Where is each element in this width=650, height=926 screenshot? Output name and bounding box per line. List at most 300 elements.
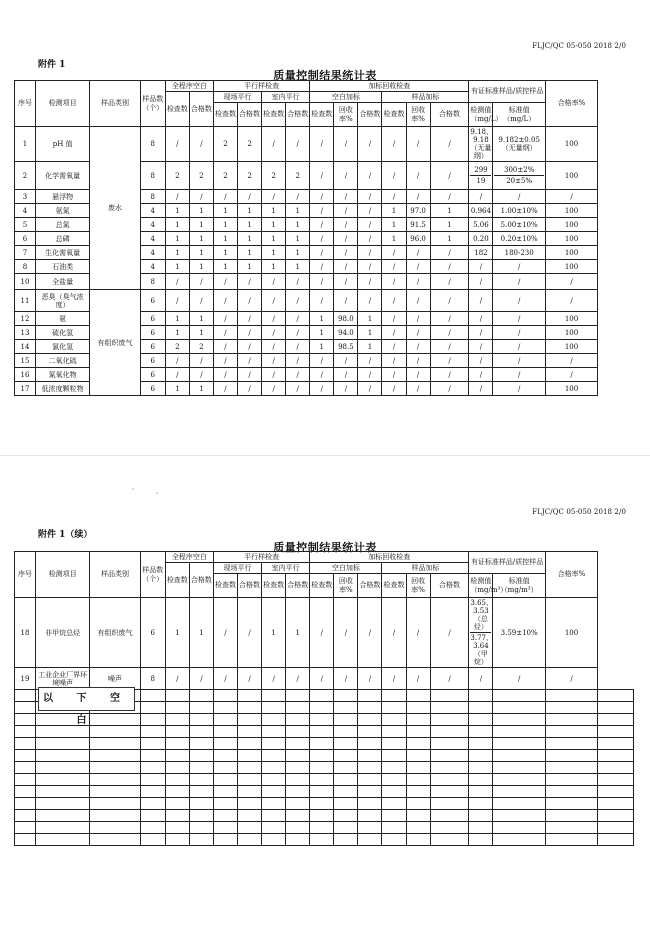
row-value: / [238, 382, 262, 396]
row-value: / [430, 354, 469, 368]
row-value: / [165, 368, 189, 382]
empty-cell [406, 798, 430, 810]
header-parallel: 平行样检查 [213, 81, 309, 92]
empty-cell [90, 822, 140, 834]
row-pass-rate: 100 [545, 340, 597, 354]
empty-cell [469, 762, 493, 774]
row-value: / [382, 246, 406, 260]
row-value: / [213, 368, 237, 382]
empty-cell [469, 702, 493, 714]
row-value: / [213, 290, 237, 312]
row-value: / [165, 354, 189, 368]
row-value: / [358, 162, 382, 190]
empty-cell [310, 750, 334, 762]
empty-cell [334, 822, 358, 834]
empty-cell [334, 726, 358, 738]
row-value: 1 [430, 204, 469, 218]
row-value: / [334, 274, 358, 290]
header-pass-count: 合格数 [358, 574, 382, 598]
empty-cell [213, 750, 237, 762]
empty-cell [189, 834, 213, 846]
empty-cell [15, 822, 36, 834]
row-measured-value: / [479, 296, 483, 305]
empty-cell [382, 810, 406, 822]
empty-cell [90, 834, 140, 846]
empty-cell [382, 702, 406, 714]
row-value: / [238, 312, 262, 326]
empty-row [15, 774, 634, 786]
row-value: / [238, 274, 262, 290]
empty-cell [15, 714, 36, 726]
empty-cell [286, 714, 310, 726]
row-item: 总氮 [35, 218, 89, 232]
empty-cell [469, 786, 493, 798]
row-value: / [430, 127, 469, 162]
row-value: / [358, 382, 382, 396]
row-value: / [165, 290, 189, 312]
table-row [15, 290, 634, 312]
empty-cell [598, 738, 634, 750]
header-lab-parallel: 室内平行 [262, 563, 310, 574]
row-standard [493, 340, 545, 354]
empty-cell [469, 834, 493, 846]
empty-cell [358, 738, 382, 750]
empty-cell [35, 774, 89, 786]
row-sample-count: 6 [140, 326, 165, 340]
row-value: 97.0 [406, 204, 430, 218]
row-item: 氮氧化物 [35, 368, 89, 382]
row-value: 2 [213, 162, 237, 190]
row-value: 1 [213, 260, 237, 274]
empty-cell [469, 714, 493, 726]
row-value: 1 [189, 260, 213, 274]
row-measured [469, 274, 493, 290]
row-value: 1 [165, 204, 189, 218]
empty-cell [545, 774, 597, 786]
row-value: / [334, 290, 358, 312]
row-value: 1 [165, 598, 189, 668]
row-value: / [189, 290, 213, 312]
row-value: 1 [189, 218, 213, 232]
row-item: 硫化氢 [35, 326, 89, 340]
row-value: 1 [310, 326, 334, 340]
row-value: / [358, 274, 382, 290]
row-value: 1 [382, 218, 406, 232]
header-crm: 有证标准样品/质控样品 [469, 552, 545, 574]
empty-row [15, 798, 634, 810]
row-value: / [382, 127, 406, 162]
row-standard-value: 0.20±10% [500, 234, 538, 243]
row-value: 1 [310, 340, 334, 354]
empty-cell [469, 810, 493, 822]
table-title: 质量控制结果统计表 [273, 69, 377, 82]
header-spike: 加标回收检查 [310, 552, 469, 563]
row-seq: 16 [15, 368, 36, 382]
row-value: / [334, 204, 358, 218]
empty-cell [430, 810, 469, 822]
row-standard-value: 1.00±10% [500, 206, 538, 215]
row-pass-rate: 100 [545, 246, 597, 260]
row-value: / [334, 382, 358, 396]
page-2 [0, 470, 650, 926]
empty-cell [310, 726, 334, 738]
empty-cell [430, 822, 469, 834]
empty-cell [262, 714, 286, 726]
empty-cell [545, 786, 597, 798]
header-recovery: 回收率% [406, 103, 430, 127]
empty-cell [334, 750, 358, 762]
row-sample-count: 6 [140, 290, 165, 312]
row-pass-rate: 100 [545, 127, 597, 162]
row-category: 噪声 [90, 668, 140, 690]
empty-cell [262, 750, 286, 762]
empty-cell [334, 774, 358, 786]
row-value: / [262, 382, 286, 396]
row-sample-count: 6 [140, 312, 165, 326]
row-value: / [238, 354, 262, 368]
empty-cell [140, 822, 165, 834]
empty-cell [140, 714, 165, 726]
row-standard [493, 668, 545, 690]
row-value: 1 [286, 204, 310, 218]
row-value: / [213, 382, 237, 396]
row-standard-value: / [517, 277, 521, 286]
row-value: 1 [238, 246, 262, 260]
row-value: / [382, 274, 406, 290]
empty-cell [165, 834, 189, 846]
empty-cell [598, 750, 634, 762]
row-value: 1 [358, 312, 382, 326]
empty-cell [165, 822, 189, 834]
row-standard-value: 180-230 [504, 248, 534, 257]
row-measured [469, 190, 493, 204]
row-seq: 17 [15, 382, 36, 396]
row-sample-count: 8 [140, 162, 165, 190]
row-standard-value: / [517, 356, 521, 365]
empty-cell [469, 690, 493, 702]
empty-cell [262, 810, 286, 822]
row-value: 1 [189, 326, 213, 340]
row-value: / [334, 668, 358, 690]
empty-cell [286, 774, 310, 786]
header-pass-count: 合格数 [238, 103, 262, 127]
header-lab-parallel: 室内平行 [262, 92, 310, 103]
row-value: / [189, 354, 213, 368]
empty-cell [358, 786, 382, 798]
row-pass-rate: / [545, 668, 597, 690]
row-value: 1 [213, 246, 237, 260]
empty-cell [90, 762, 140, 774]
empty-cell [310, 834, 334, 846]
row-value: 1 [189, 598, 213, 668]
empty-cell [598, 822, 634, 834]
row-seq: 18 [15, 598, 36, 668]
row-pass-rate: / [545, 354, 597, 368]
empty-cell [598, 798, 634, 810]
row-value: / [310, 598, 334, 668]
empty-cell [262, 690, 286, 702]
row-value: / [406, 354, 430, 368]
empty-cell [334, 762, 358, 774]
header-check-count: 检查数 [213, 574, 237, 598]
row-item: pH 值 [35, 127, 89, 162]
empty-cell [213, 690, 237, 702]
row-value: 1 [238, 232, 262, 246]
empty-cell [358, 702, 382, 714]
empty-cell [238, 702, 262, 714]
header-pass-count: 合格数 [286, 574, 310, 598]
empty-cell [286, 702, 310, 714]
row-value: / [334, 190, 358, 204]
row-seq: 11 [15, 290, 36, 312]
row-measured [469, 290, 493, 312]
row-value: / [406, 340, 430, 354]
row-value: 1 [430, 232, 469, 246]
row-value: / [382, 190, 406, 204]
row-value: / [406, 290, 430, 312]
row-value: / [286, 340, 310, 354]
empty-cell [493, 738, 545, 750]
row-value: / [262, 127, 286, 162]
empty-cell [15, 750, 36, 762]
row-item: 非甲烷总烃 [35, 598, 89, 668]
row-value: / [358, 668, 382, 690]
empty-cell [430, 738, 469, 750]
empty-cell [286, 738, 310, 750]
row-standard [493, 127, 545, 162]
empty-cell [334, 798, 358, 810]
empty-cell [406, 762, 430, 774]
header-recovery: 回收率% [334, 103, 358, 127]
empty-cell [545, 810, 597, 822]
row-value: / [406, 127, 430, 162]
row-value: / [358, 368, 382, 382]
empty-cell [406, 714, 430, 726]
row-value: / [213, 340, 237, 354]
empty-cell [238, 786, 262, 798]
row-value: / [430, 598, 469, 668]
row-value: / [382, 382, 406, 396]
row-measured-value: 3.65、3.53（总烃） [470, 599, 493, 632]
row-value: / [406, 598, 430, 668]
empty-cell [358, 714, 382, 726]
row-value: / [286, 382, 310, 396]
empty-cell [545, 726, 597, 738]
empty-cell [358, 810, 382, 822]
row-value: / [262, 190, 286, 204]
row-standard-value: 20±5% [494, 175, 543, 186]
empty-cell [90, 786, 140, 798]
empty-cell [165, 726, 189, 738]
empty-cell [262, 798, 286, 810]
header-seq: 序号 [15, 81, 36, 127]
row-pass-rate: 100 [545, 598, 597, 668]
empty-cell [493, 714, 545, 726]
row-value: / [430, 274, 469, 290]
empty-cell [493, 834, 545, 846]
empty-cell [213, 738, 237, 750]
row-measured [469, 204, 493, 218]
empty-cell [545, 798, 597, 810]
empty-cell [310, 714, 334, 726]
empty-row [15, 810, 634, 822]
row-value: / [430, 290, 469, 312]
row-value: / [334, 354, 358, 368]
header-category: 样品类别 [90, 81, 140, 127]
table-row [15, 127, 634, 162]
row-measured-value: / [479, 262, 483, 271]
empty-cell [189, 822, 213, 834]
row-item: 恶臭（臭气浓度） [35, 290, 89, 312]
empty-cell [382, 798, 406, 810]
row-value: / [165, 190, 189, 204]
row-value: 1 [238, 218, 262, 232]
header-crm: 有证标准样品/质控样品 [469, 81, 545, 103]
page-1 [0, 0, 650, 440]
row-value: / [334, 260, 358, 274]
row-value: / [165, 274, 189, 290]
row-value: / [213, 326, 237, 340]
empty-cell [90, 738, 140, 750]
row-value: / [238, 668, 262, 690]
empty-cell [238, 750, 262, 762]
row-value: / [430, 368, 469, 382]
empty-cell [286, 762, 310, 774]
empty-cell [286, 786, 310, 798]
empty-cell [238, 738, 262, 750]
row-value: / [310, 290, 334, 312]
empty-cell [286, 690, 310, 702]
row-value: 2 [238, 162, 262, 190]
empty-cell [382, 822, 406, 834]
empty-cell [382, 726, 406, 738]
empty-cell [493, 774, 545, 786]
header-category: 样品类别 [90, 552, 140, 598]
row-standard [493, 368, 545, 382]
row-value: / [334, 127, 358, 162]
empty-cell [358, 726, 382, 738]
empty-cell [213, 702, 237, 714]
empty-cell [140, 750, 165, 762]
empty-cell [35, 810, 89, 822]
row-pass-rate: 100 [545, 218, 597, 232]
empty-cell [310, 798, 334, 810]
row-value: / [262, 274, 286, 290]
row-standard-value: / [517, 674, 521, 683]
row-value: 1 [165, 260, 189, 274]
row-value: / [310, 127, 334, 162]
row-measured [469, 368, 493, 382]
row-value: / [358, 354, 382, 368]
empty-cell [286, 822, 310, 834]
row-value: / [262, 668, 286, 690]
row-measured-value: / [479, 342, 483, 351]
row-seq: 2 [15, 162, 36, 190]
row-measured [469, 162, 493, 190]
empty-cell [238, 690, 262, 702]
empty-cell [334, 738, 358, 750]
row-value: / [430, 246, 469, 260]
row-standard [493, 204, 545, 218]
row-standard-value: / [517, 314, 521, 323]
row-standard [493, 354, 545, 368]
row-value: 1 [262, 204, 286, 218]
row-item: 石油类 [35, 260, 89, 274]
empty-cell [430, 762, 469, 774]
empty-cell [286, 726, 310, 738]
row-measured [469, 326, 493, 340]
empty-cell [189, 786, 213, 798]
row-value: 1 [358, 326, 382, 340]
row-value: 1 [213, 232, 237, 246]
row-value: / [286, 290, 310, 312]
row-value: 1 [189, 382, 213, 396]
row-category: 有组织废气 [90, 598, 140, 668]
empty-cell [310, 690, 334, 702]
empty-cell [358, 750, 382, 762]
empty-cell [165, 786, 189, 798]
row-value: / [382, 162, 406, 190]
row-value: / [286, 312, 310, 326]
empty-cell [189, 774, 213, 786]
row-value: / [286, 326, 310, 340]
row-value: / [262, 290, 286, 312]
empty-cell [493, 810, 545, 822]
header-pass-count: 合格数 [358, 103, 382, 127]
empty-cell [165, 702, 189, 714]
empty-cell [598, 786, 634, 798]
row-value: / [406, 326, 430, 340]
empty-cell [493, 690, 545, 702]
row-standard-value: / [517, 296, 521, 305]
row-value: / [430, 190, 469, 204]
row-value: / [262, 368, 286, 382]
header-check-count: 检查数 [165, 563, 189, 598]
header-row-1 [15, 552, 634, 563]
empty-cell [406, 750, 430, 762]
empty-cell [165, 750, 189, 762]
row-sample-count: 8 [140, 274, 165, 290]
empty-cell [382, 774, 406, 786]
header-pass-count: 合格数 [430, 574, 469, 598]
doc-reference: FLJC/QC 05-050 2018 2/0 [532, 42, 626, 50]
empty-cell [189, 810, 213, 822]
header-recovery: 回收率% [406, 574, 430, 598]
row-measured [469, 127, 493, 162]
row-sample-count: 4 [140, 204, 165, 218]
row-standard-value: / [517, 328, 521, 337]
empty-cell [310, 702, 334, 714]
row-value: / [358, 204, 382, 218]
empty-cell [189, 798, 213, 810]
row-measured-value: 5.06 [473, 220, 489, 229]
empty-cell [213, 834, 237, 846]
row-seq: 5 [15, 218, 36, 232]
row-measured [469, 312, 493, 326]
empty-cell [469, 798, 493, 810]
row-seq: 8 [15, 260, 36, 274]
header-measured: 检测值（mg/L） [469, 103, 493, 127]
empty-cell [406, 702, 430, 714]
empty-cell [238, 810, 262, 822]
empty-cell [165, 810, 189, 822]
row-value: 2 [165, 162, 189, 190]
empty-cell [238, 834, 262, 846]
row-value: / [189, 127, 213, 162]
empty-cell [140, 834, 165, 846]
row-item: 氯化氢 [35, 340, 89, 354]
row-pass-rate: 100 [545, 312, 597, 326]
